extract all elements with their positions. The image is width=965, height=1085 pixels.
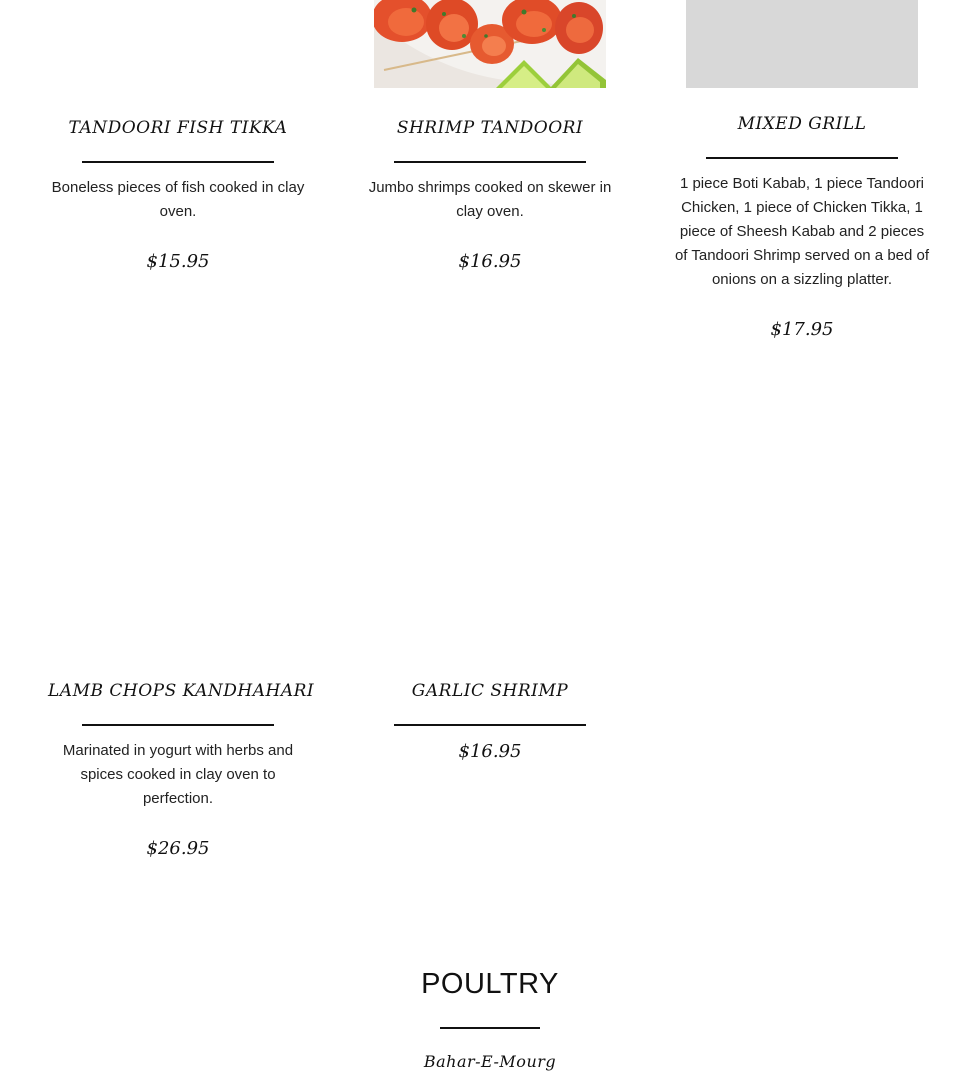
- menu-item-mixed-grill: [672, 114, 932, 134]
- item-title: SHRIMP TANDOORI: [396, 118, 584, 138]
- shrimp-tandoori-photo: [374, 0, 606, 88]
- item-description: Boneless pieces of fish cooked in clay oven.: [51, 179, 305, 220]
- section-title: POULTRY: [421, 968, 559, 1000]
- item-description-box: [360, 176, 620, 224]
- item-price: $26.95: [146, 838, 210, 859]
- item-price: $15.95: [146, 251, 210, 272]
- item-price: $16.95: [458, 741, 522, 762]
- item-divider: [394, 724, 586, 726]
- item-price-box: [360, 251, 620, 272]
- item-price-box: [48, 251, 308, 272]
- mixed-grill-photo-placeholder: [686, 0, 918, 88]
- item-price: $17.95: [770, 319, 834, 340]
- item-description-box: [672, 172, 932, 292]
- item-description: 1 piece Boti Kabab, 1 piece Tandoori Chicken, 1 piece of Chicken Tikka, 1 piece of Sheesh Kabab and 2 pieces of Tandoori Shrimp served on a bed of onions on a sizzling platter.: [674, 175, 930, 288]
- item-price: $16.95: [458, 251, 522, 272]
- item-description-box: [56, 739, 300, 811]
- section-divider: [440, 1027, 540, 1029]
- section-subtitle: Bahar-E-Mourg: [423, 1052, 557, 1071]
- item-price-box: [48, 838, 308, 859]
- item-description-box: [48, 176, 308, 224]
- item-title: MIXED GRILL: [737, 114, 867, 134]
- menu-item-tandoori-fish-tikka: [48, 118, 308, 138]
- item-divider: [394, 161, 586, 163]
- item-price-box: [360, 741, 620, 762]
- item-title: LAMB CHOPS KANDHAHARI: [48, 681, 315, 701]
- item-divider: [706, 157, 898, 159]
- menu-item-garlic-shrimp: [360, 681, 620, 701]
- item-title: GARLIC SHRIMP: [411, 681, 569, 701]
- item-divider: [82, 724, 274, 726]
- item-divider: [82, 161, 274, 163]
- menu-item-lamb-chops-kandhahari: [48, 681, 315, 701]
- item-price-box: [672, 319, 932, 340]
- menu-item-shrimp-tandoori: [360, 118, 620, 138]
- shrimp-photo-icon: [374, 0, 606, 88]
- item-description: Marinated in yogurt with herbs and spices cooked in clay oven to perfection.: [62, 742, 294, 807]
- item-description: Jumbo shrimps cooked on skewer in clay oven.: [368, 179, 612, 220]
- item-title: TANDOORI FISH TIKKA: [68, 118, 288, 138]
